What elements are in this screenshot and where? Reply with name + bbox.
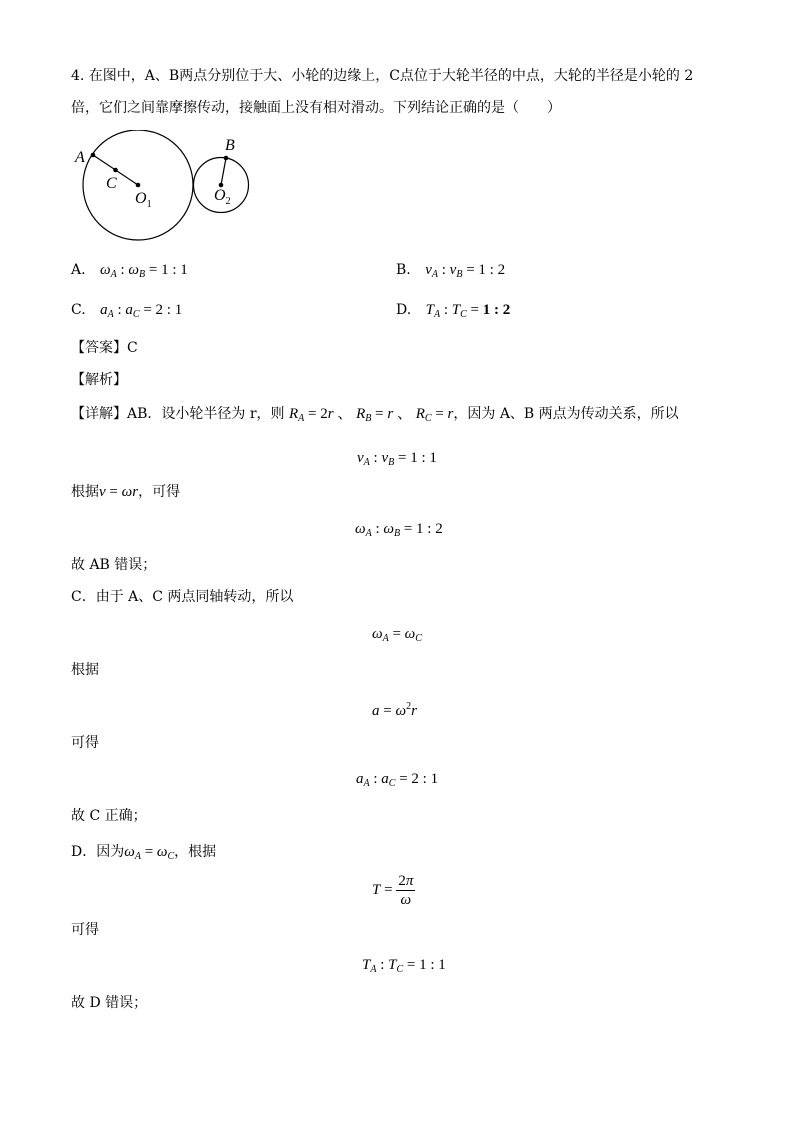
point-C [113, 168, 118, 173]
point-B [224, 156, 229, 161]
equation-wa-wb: $\omega_A$ : $\omega_B = 1$ : 2 [355, 521, 443, 539]
option-d[interactable]: D. $T_A$ : $T_C = 1$ : 2 [396, 302, 511, 320]
detail-genju-line: 根据v = ωr，可得 [71, 484, 181, 500]
detail-tag: 【详解】 [71, 406, 127, 422]
equation-period: T = $\frac{2\pi}{\omega}$ [372, 873, 414, 908]
equation-ta-tc: $T_A$ : $T_C = 1$ : 1 [362, 957, 446, 975]
figure-label-O2: $O_2$ [214, 187, 231, 207]
detail-d-intro: D．因为$\omega_A = \omega_C$，根据 [71, 844, 217, 862]
detail-c-right: 故 C 正确； [71, 808, 147, 824]
detail-kede-2: 可得 [71, 735, 99, 751]
equation-aa-ac: $a_A$ : $a_C = 2$ : 1 [356, 771, 439, 789]
option-b-label: B. [396, 262, 411, 278]
answer-tag: 【答案】 [71, 340, 127, 356]
option-d-label: D. [396, 302, 412, 318]
center-O1 [136, 183, 141, 188]
equation-a-w2r: $a = \omega^2r$ [372, 701, 417, 719]
equation-va-vb: $v_A$ : $v_B = 1$ : 1 [357, 450, 437, 468]
option-c[interactable]: C. $a_A$ : $a_C = 2$ : 1 [71, 302, 183, 320]
option-a-label: A. [71, 262, 86, 278]
detail-genju-2: 根据 [71, 662, 99, 678]
detail-ab-intro: 【详解】AB．设小轮半径为 r，则 $R_A = 2r$ 、 $R_B = r$ 、 $R_C = r$，因为 A、B 两点为传动关系，所以 [71, 406, 679, 424]
figure-label-O1: $O_1$ [135, 190, 152, 210]
answer-line [71, 338, 138, 358]
option-d-value: 1 : 2 [482, 302, 511, 318]
detail-ab-wrong: 故 AB 错误； [71, 557, 157, 573]
detail-c-intro: C．由于 A、C 两点同轴转动，所以 [71, 589, 294, 605]
option-c-label: C. [71, 302, 86, 318]
option-a-value: 1 : 1 [161, 262, 188, 278]
equation-wa-wc: $\omega_A = \omega_C$ [372, 626, 422, 644]
point-A [91, 153, 96, 158]
figure-label-B: B [225, 137, 235, 154]
answer-value: C [127, 340, 138, 356]
option-b-value: 1 : 2 [478, 262, 506, 278]
question-line-2: 倍，它们之间靠摩擦传动，接触面上没有相对滑动。下列结论正确的是（ ） [71, 100, 561, 116]
detail-d-wrong: 故 D 错误； [71, 995, 148, 1011]
figure-label-A: A [75, 149, 85, 166]
analysis-tag: 【解析】 [71, 372, 127, 388]
wheel-diagram [60, 130, 260, 245]
large-wheel [83, 130, 193, 240]
figure-label-C: C [106, 175, 117, 192]
option-b[interactable]: B. $v_A$ : $v_B = 1$ : 2 [396, 262, 506, 280]
option-c-value: 2 : 1 [155, 302, 183, 318]
option-a[interactable]: A. $\omega_A$ : $\omega_B = 1$ : 1 [71, 262, 188, 280]
detail-kede-3: 可得 [71, 922, 99, 938]
question-line-1: 4. 在图中，A、B两点分别位于大、小轮的边缘上，C点位于大轮半径的中点，大轮的半径是小轮的 2 [71, 68, 694, 84]
